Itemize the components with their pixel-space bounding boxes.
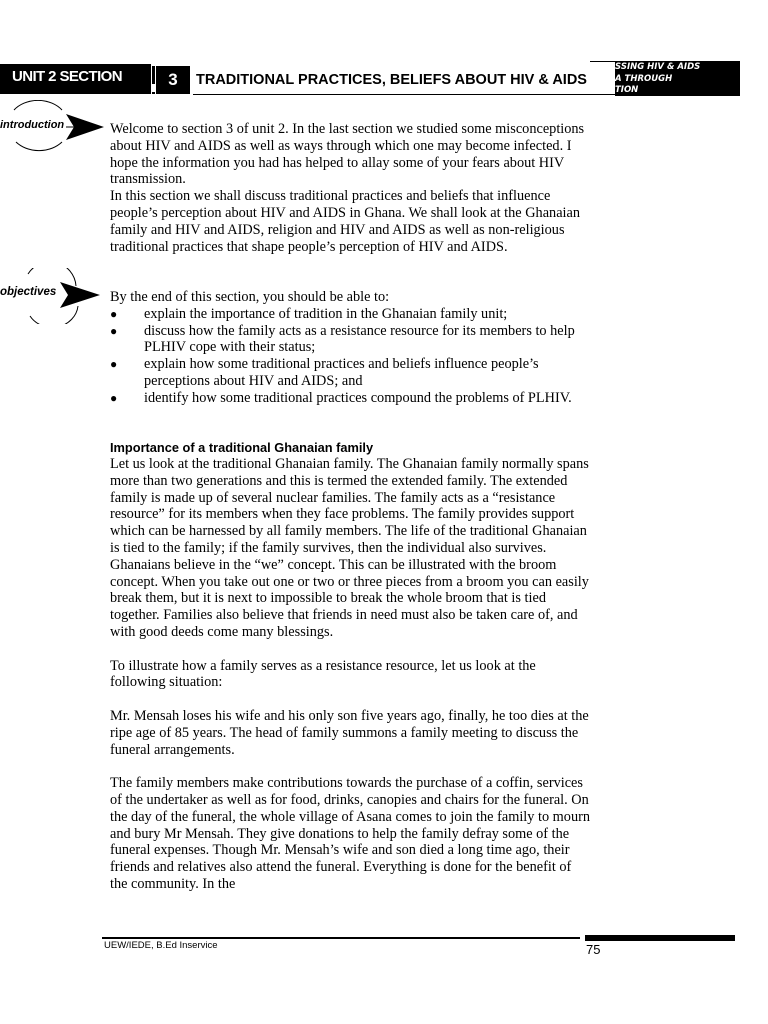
- importance-paragraph-3: Mr. Mensah loses his wife and his only son five years ago, finally, he too dies at the ripe age of 85 years. The head of family summons a family meeting to discuss the funeral arrangements.: [110, 707, 589, 758]
- title-underline: [193, 94, 615, 95]
- bullet-icon: ●: [110, 357, 118, 372]
- importance-paragraph-4: The family members make contributions towards the purchase of a coffin, services of the undertaker as well as for food, drinks, canopies and chairs for the funeral. On the day of the funeral, the whole village of Asana comes to join the family to mourn and bury Mr Mensah. They give donations to help the family defray some of the funeral expenses. Though Mr. Mensah’s wife and son died a long time ago, their friends and relatives also attend the funeral. Everything is done for the benefit of the community. In the: [110, 775, 591, 892]
- footer-publisher: UEW/IEDE, B.Ed Inservice: [104, 940, 218, 951]
- objectives-list: [110, 306, 590, 407]
- running-head-line-1: SSING HIV & AIDS: [615, 62, 701, 72]
- introduction-text: [110, 121, 590, 255]
- objective-text: explain the importance of tradition in the Ghanaian family unit;: [144, 305, 508, 322]
- bullet-icon: ●: [110, 390, 118, 405]
- objective-text: identify how some traditional practices compound the problems of PLHIV.: [144, 389, 572, 406]
- bullet-icon: ●: [110, 323, 118, 338]
- section-title: TRADITIONAL PRACTICES, BELIEFS ABOUT HIV & AIDS: [196, 72, 587, 88]
- intro-paragraph-2: In this section we shall discuss traditional practices and beliefs that influence people’s perception about HIV and AIDS in Ghana. We shall look at the Ghanaian family and HIV and AIDS, religion and HIV and AIDS as well as non-religious traditional practices that shape people’s perception of HIV and AIDS.: [110, 188, 581, 255]
- running-head-line-2: A THROUGH: [615, 73, 673, 84]
- page-number: 75: [586, 942, 601, 957]
- intro-paragraph-1: Welcome to section 3 of unit 2. In the last section we studied some misconceptions about HIV and AIDS as well as ways through which one may become infected. I hope the information you had has helped to allay some of your fears about HIV transmission.: [110, 121, 585, 188]
- objective-item: [110, 390, 590, 407]
- objective-text: explain how some traditional practices and beliefs influence people’s perceptions about HIV and AIDS; and: [144, 356, 539, 389]
- importance-heading: Importance of a traditional Ghanaian family: [110, 440, 374, 455]
- objectives-block: [110, 289, 590, 407]
- introduction-icon: [0, 100, 108, 156]
- objective-text: discuss how the family acts as a resistance resource for its members to help PLHIV cope with their status;: [144, 322, 575, 356]
- objectives-lead: By the end of this section, you should be able to:: [110, 289, 390, 305]
- objectives-icon-label: objectives: [0, 286, 57, 298]
- introduction-icon-label: introduction: [0, 119, 65, 131]
- header-divider-notch: [152, 84, 155, 92]
- running-head-line-3: TION: [615, 85, 639, 95]
- importance-paragraph-1: Let us look at the traditional Ghanaian family. The Ghanaian family normally spans more than two generations and this is termed the extended family. The extended family is made up of several nuclear families. The family acts as a “resistance resource” for its members when they face problems. The family provides support which can be harnessed by all family members. The life of the traditional Ghanaian is tied to the family; if the family survives, then the individual also survives. Ghanaians believe in the “we” concept. This can be illustrated with the broom concept. When you take out one or two or three pieces from a broom you can easily break them, but it is next to impossible to break the whole broom that is tied together. Families also believe that friends in need must also be taken care of, and with good deeds come many blessings.: [110, 456, 589, 640]
- objective-item: [110, 306, 590, 323]
- running-head: [615, 62, 740, 96]
- objectives-icon: [0, 268, 108, 324]
- footer-bar: [585, 935, 735, 941]
- unit-label: UNIT 2 SECTION: [0, 64, 151, 94]
- bullet-icon: ●: [110, 306, 118, 321]
- objective-item: [110, 356, 590, 390]
- section-number: 3: [156, 66, 190, 94]
- importance-body: [110, 456, 590, 893]
- footer-rule: [102, 937, 580, 939]
- importance-paragraph-2: To illustrate how a family serves as a resistance resource, let us look at the following situation:: [110, 657, 536, 691]
- objective-item: [110, 323, 590, 357]
